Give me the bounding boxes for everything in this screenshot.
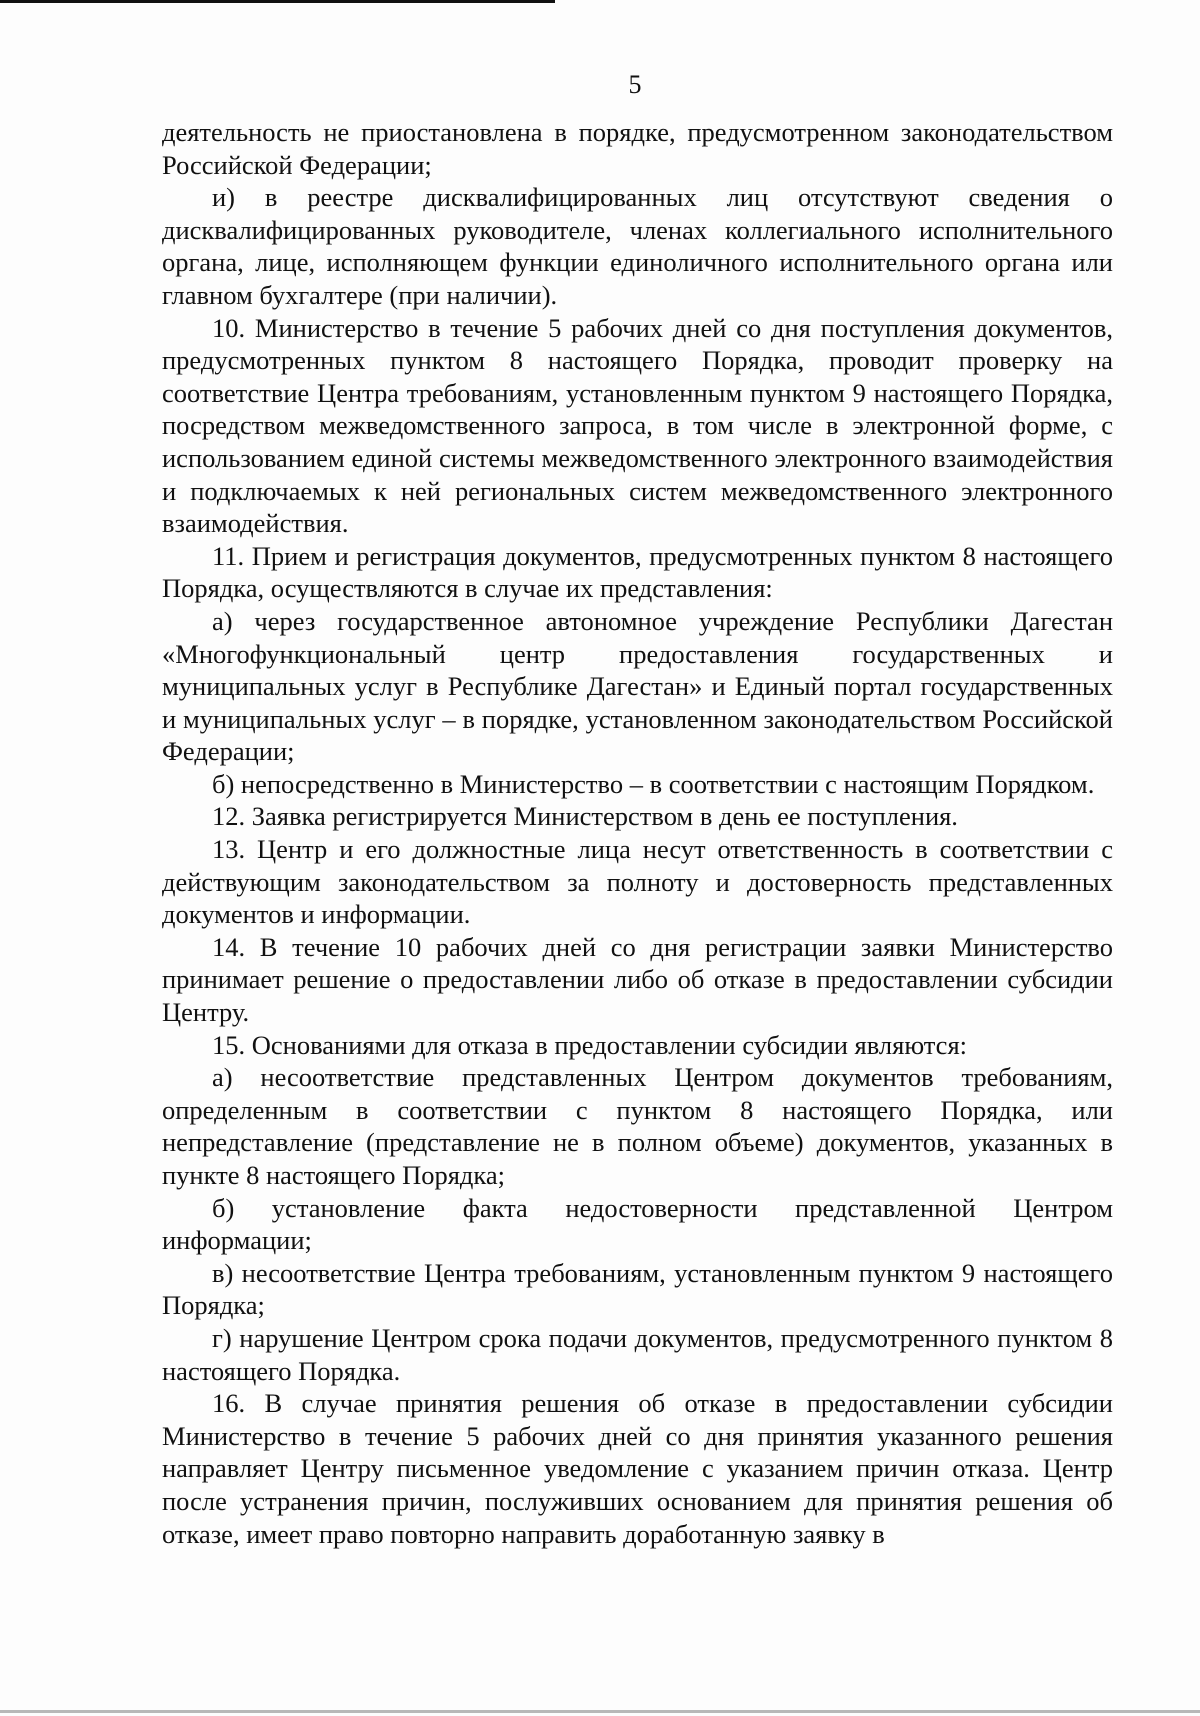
paragraph-16: 16. В случае принятия решения об отказе в предоставлении субсидии Министерство в течение 5 рабочих дней со дня принятия указанного решения направляет Центру письменное уведомление с указанием причин отказа. Центр после устранения причин, послуживших основанием для принятия решения об отказе, имеет право повторно направить доработанную заявку в (162, 1388, 1113, 1549)
paragraph-15-g: г) нарушение Центром срока подачи документов, предусмотренного пунктом 8 настоящего Порядка. (162, 1322, 1113, 1386)
paragraph-11-a: а) через государственное автономное учреждение Республики Дагестан «Многофункциональный центр предоставления государственных и муниципальных услуг в Республике Дагестан» и Единый портал государственных и муниципальных услуг – в порядке, установленном законодательством Российской Федерации; (162, 605, 1113, 767)
paragraph-item-i: и) в реестре дисквалифицированных лиц отсутствуют сведения о дисквалифицированных руководителе, членах коллегиального исполнительного органа, лице, исполняющем функции единоличного исполнительного органа или главном бухгалтере (при наличии). (162, 182, 1113, 310)
page-number: 5 (628, 70, 642, 99)
paragraph-15-a: а) несоответствие представленных Центром документов требованиям, определенным в соответствии с пунктом 8 настоящего Порядка, или непредставление (представление не в полном объеме) документов, указанных в пункте 8 настоящего Порядка; (162, 1062, 1113, 1190)
paragraph-15-v: в) несоответствие Центра требованиям, установленным пунктом 9 настоящего Порядка; (162, 1257, 1113, 1321)
bottom-edge-line (0, 1710, 1200, 1713)
paragraph-15-b: б) установление факта недостоверности представленной Центром информации; (162, 1192, 1113, 1256)
paragraph-11-b: б) непосредственно в Министерство – в соответствии с настоящим Порядком. (212, 768, 1095, 799)
paragraph-14: 14. В течение 10 рабочих дней со дня регистрации заявки Министерство принимает решение о предоставлении либо об отказе в предоставлении субсидии Центру. (162, 931, 1113, 1028)
paragraph-12: 12. Заявка регистрируется Министерством в день ее поступления. (212, 801, 958, 832)
paragraph-11: 11. Прием и регистрация документов, предусмотренных пунктом 8 настоящего Порядка, осуществляются в случае их представления: (162, 540, 1113, 604)
paragraph-13: 13. Центр и его должностные лица несут ответственность в соответствии с действующим законодательством за полноту и достоверность представленных документов и информации. (162, 834, 1113, 930)
document-body (162, 116, 1113, 1550)
paragraph-10: 10. Министерство в течение 5 рабочих дней со дня поступления документов, предусмотренных пунктом 8 настоящего Порядка, проводит проверку на соответствие Центра требованиям, установленным пунктом 9 настоящего Порядка, посредством межведомственного запроса, в том числе в электронной форме, с использованием единой системы межведомственного электронного взаимодействия и подключаемых к ней региональных систем межведомственного электронного взаимодействия. (162, 312, 1113, 539)
paragraph-continuation: деятельность не приостановлена в порядке, предусмотренном законодательством Российской Федерации; (162, 117, 1113, 180)
paragraph-15: 15. Основаниями для отказа в предоставлении субсидии являются: (212, 1029, 967, 1060)
top-edge-line (0, 0, 555, 3)
